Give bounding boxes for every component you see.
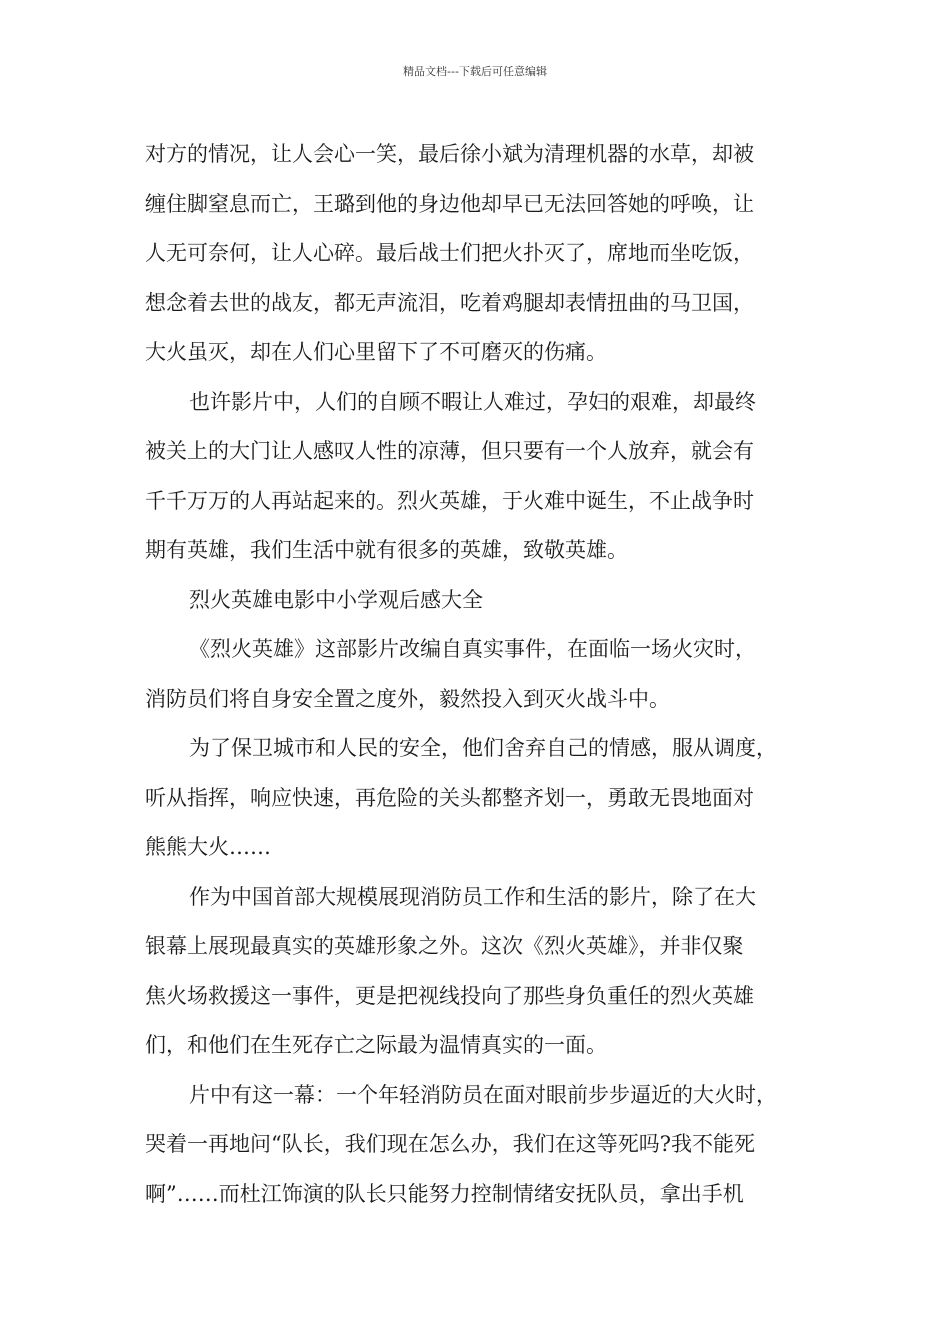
text-line: 人无可奈何，让人心碎。最后战士们把火扑灭了，席地而坐吃饭，: [145, 241, 754, 265]
text-line: 对方的情况，让人会心一笑，最后徐小斌为清理机器的水草，却被: [145, 142, 754, 166]
text-line: 听从指挥，响应快速，再危险的关头都整齐划一，勇敢无畏地面对: [145, 785, 754, 810]
text-line: 熊熊大火……: [145, 835, 271, 859]
text-line: 们，和他们在生死存亡之际最为温情真实的一面。: [145, 1033, 607, 1057]
text-line: 焦火场救援这一事件，更是把视线投向了那些身负重任的烈火英雄: [145, 983, 754, 1008]
text-line: 消防员们将自身安全置之度外，毅然投入到灭火战斗中。: [145, 686, 670, 711]
paragraph-start-line: 片中有这一幕：一个年轻消防员在面对眼前步步逼近的大火时，: [189, 1082, 777, 1107]
paragraph-start-line: 作为中国首部大规模展现消防员工作和生活的影片，除了在大: [189, 884, 756, 909]
paragraph-start-line: 为了保卫城市和人民的安全，他们舍弃自己的情感，服从调度，: [189, 736, 777, 760]
text-line: 被关上的大门让人感叹人性的凉薄，但只要有一个人放弃，就会有: [145, 439, 754, 463]
text-line: 期有英雄，我们生活中就有很多的英雄，致敬英雄。: [145, 538, 628, 562]
document-body: [145, 130, 817, 1219]
text-line: 缠住脚窒息而亡，王璐到他的身边他却早已无法回答她的呼唤，让: [145, 191, 754, 216]
text-line: 哭着一再地问“队长，我们现在怎么办，我们在这等死吗?我不能死: [145, 1132, 755, 1156]
section-heading: 烈火英雄电影中小学观后感大全: [189, 587, 483, 612]
text-line: 银幕上展现最真实的英雄形象之外。这次《烈火英雄》，并非仅聚: [145, 934, 744, 958]
text-line: 想念着去世的战友，都无声流泪，吃着鸡腿却表情扭曲的马卫国，: [145, 290, 754, 315]
paragraph-start-line: 也许影片中，人们的自顾不暇让人难过，孕妇的艰难，却最终: [189, 389, 756, 414]
page-header: 精品文档---下载后可任意编辑: [403, 65, 547, 78]
text-line: 千千万万的人再站起来的。烈火英雄，于火难中诞生，不止战争时: [145, 488, 754, 513]
paragraph-start-line: 《烈火英雄》这部影片改编自真实事件，在面临一场火灾时，: [189, 637, 756, 661]
text-line: 啊”……而杜江饰演的队长只能努力控制情绪安抚队员，拿出手机: [145, 1181, 744, 1206]
text-line: 大火虽灭，却在人们心里留下了不可磨灭的伤痛。: [145, 340, 607, 364]
